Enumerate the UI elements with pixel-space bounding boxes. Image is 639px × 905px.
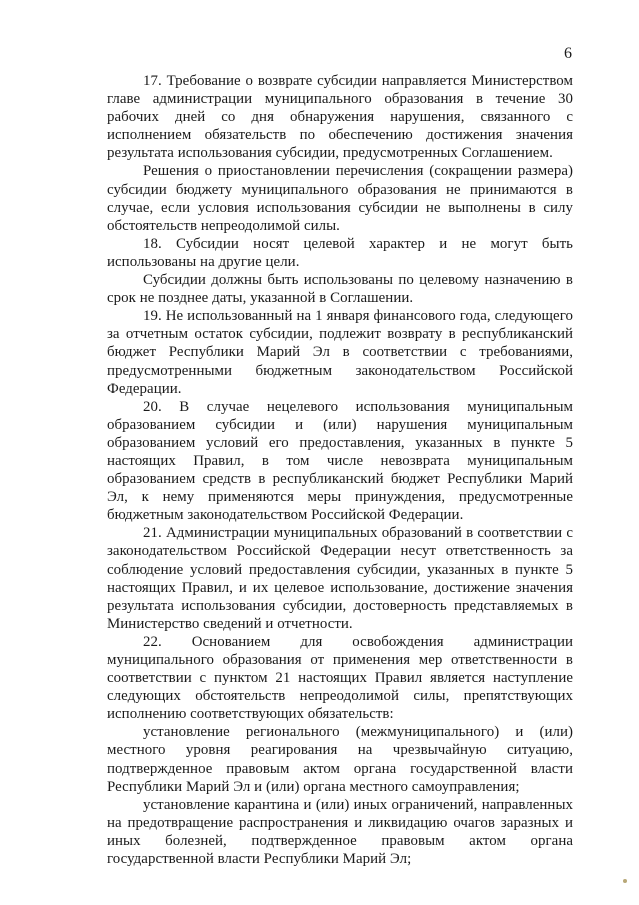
paragraph-17-suspension: Решения о приостановлении перечисления (сокращении размера) субсидии бюджету муниципального образования не принимаются в случае, если условия использования субсидии не выполнены в силу обстоятельств непреодолимой силы. [107,163,573,234]
paragraph-19: 19. Не использованный на 1 января финансового года, следующего за отчетным остаток субсидии, подлежит возврату в республиканский бюджет Республики Марий Эл в соответствии с требованиями, предусмотренными бюджетным законодательством Российской Федерации. [107,308,573,397]
scan-mark [623,879,627,883]
document-body [107,72,573,868]
paragraph-18: 18. Субсидии носят целевой характер и не могут быть использованы на другие цели. [107,235,573,270]
paragraph-18-deadline: Субсидии должны быть использованы по целевому назначению в срок не позднее даты, указанной в Соглашении. [107,272,573,307]
paragraph-20: 20. В случае нецелевого использования муниципальным образованием субсидии и (или) нарушения муниципальным образованием условий его предоставления, указанных в пункте 5 настоящих Правил, в том числе невозврата муниципальным образованием средств в республиканский бюджет Республики Марий Эл, к нему применяются меры принуждения, предусмотренные бюджетным законодательством Российской Федерации. [107,398,573,524]
paragraph-21: 21. Администрации муниципальных образований в соответствии с законодательством Российской Федерации несут ответственность за соблюдение условий предоставления субсидии, указанных в пункте 5 настоящих Правил, и их целевое использование, достижение значения результата использования субсидии, достоверность представляемых в Министерство сведений и отчетности. [107,525,573,632]
page-number: 6 [564,45,572,62]
list-item-quarantine: установление карантина и (или) иных ограничений, направленных на предотвращение распространения и ликвидацию очагов заразных и иных болезней, подтвержденное правовым актом органа государственной власти Республики Марий Эл; [107,796,573,868]
paragraph-17: 17. Требование о возврате субсидии направляется Министерством главе администрации муниципального образования в течение 30 рабочих дней со дня обнаружения нарушения, связанного с исполнением обязательств по обеспечению достижения значения результата использования субсидии, предусмотренных Соглашением. [107,73,573,162]
list-item-emergency: установление регионального (межмуниципального) и (или) местного уровня реагирования на чрезвычайную ситуацию, подтвержденное правовым актом органа государственной власти Республики Марий Эл и (или) органа местного самоуправления; [107,724,573,795]
paragraph-22: 22. Основанием для освобождения администрации муниципального образования от применения мер ответственности в соответствии с пунктом 21 настоящих Правил является наступление следующих обстоятельств непреодолимой силы, препятствующих исполнению соответствующих обязательств: [107,633,573,723]
